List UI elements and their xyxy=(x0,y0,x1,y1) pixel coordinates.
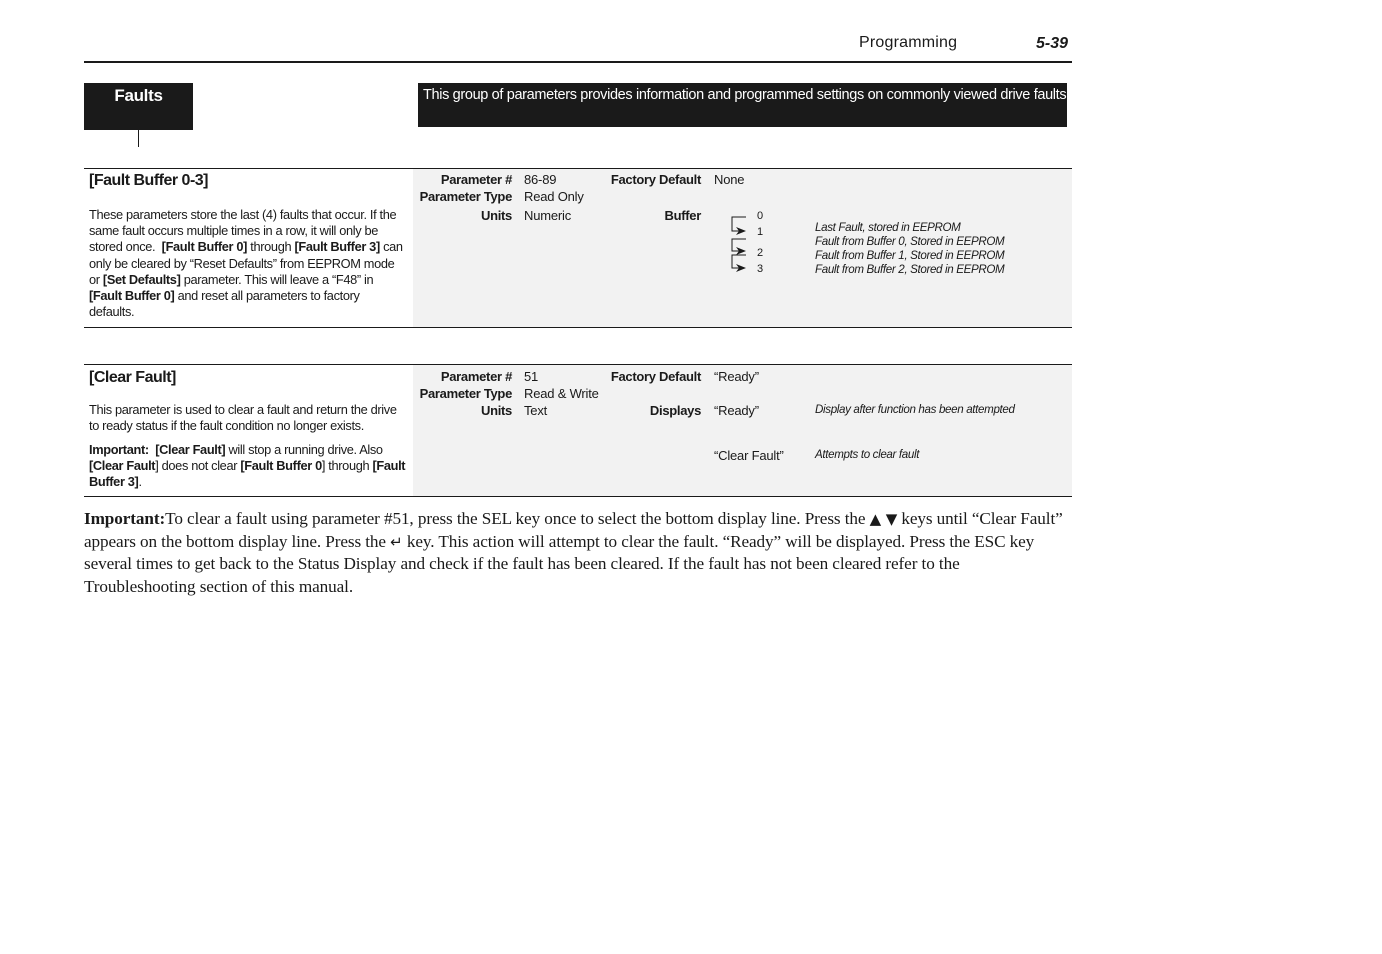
buffer-note: Last Fault, stored in EEPROM xyxy=(815,221,961,234)
page-section-title: Programming xyxy=(859,34,958,51)
desc-text: through xyxy=(250,239,292,255)
desc-ref: [Fault Buffer 3] xyxy=(89,458,406,490)
group-description: This group of parameters provides information and programmed settings on commonly viewed drive faults. xyxy=(418,83,1067,127)
buffer-shift-diagram xyxy=(728,210,758,276)
desc-text: does not clear xyxy=(161,458,238,474)
clear-fault-description: This parameter is used to clear a fault and return the drive to ready status if the fault condition no longer exists. xyxy=(89,402,397,434)
note-text: keys until “Clear Fault” appears on the bottom display line. Press the xyxy=(84,509,1063,551)
clear-fault-param-type-label: Parameter Type xyxy=(419,386,512,401)
desc-ref: [Fault Buffer 0] xyxy=(161,239,248,255)
clear-fault-param-num: 51 xyxy=(524,369,539,384)
clear-fault-shaded-panel xyxy=(413,365,1072,496)
fault-buffer-factory-default-label: Factory Default xyxy=(610,172,701,187)
display-value: “Ready” xyxy=(714,403,759,418)
clear-fault-units-label: Units xyxy=(480,403,512,418)
important-note-label: Important: xyxy=(84,509,166,528)
clear-fault-factory-default: “Ready” xyxy=(714,369,759,384)
fault-buffer-description xyxy=(89,207,407,320)
buffer-number: 2 xyxy=(757,247,764,259)
buffer-number: 0 xyxy=(757,210,764,222)
important-note xyxy=(84,508,1064,598)
clear-fault-important xyxy=(89,442,407,491)
desc-text: ] xyxy=(155,458,159,474)
desc-ref: [Fault Buffer 0 xyxy=(240,458,322,474)
desc-text: ] xyxy=(321,458,326,474)
buffer-note: Fault from Buffer 2, Stored in EEPROM xyxy=(815,263,1005,276)
fault-buffer-param-type: Read Only xyxy=(524,189,584,204)
fault-buffer-bottom-rule xyxy=(84,327,1072,328)
group-tab-tick xyxy=(138,130,139,147)
fault-buffer-title: [Fault Buffer 0-3] xyxy=(89,172,208,189)
up-down-arrows-icon: ▲ ▼ xyxy=(869,510,898,528)
clear-fault-param-num-label: Parameter # xyxy=(440,369,512,384)
buffer-note: Fault from Buffer 1, Stored in EEPROM xyxy=(815,249,1005,262)
display-note: Attempts to clear fault xyxy=(815,448,920,461)
fault-buffer-param-num: 86-89 xyxy=(524,172,557,187)
desc-text: and reset all parameters to factory defaults. xyxy=(89,288,360,320)
clear-fault-factory-default-label: Factory Default xyxy=(610,369,701,384)
desc-text: These parameters store the last (4) faults that occur. If the same fault occurs multiple times in a row, it will only be stored once. xyxy=(89,207,397,255)
clear-fault-param-type: Read & Write xyxy=(524,386,599,401)
enter-key-icon: ↵ xyxy=(390,532,403,551)
buffer-number: 3 xyxy=(757,263,764,275)
fault-buffer-factory-default: None xyxy=(714,172,745,187)
group-tab-label: Faults xyxy=(114,86,163,105)
fault-buffer-buffer-label: Buffer xyxy=(664,208,701,223)
fault-buffer-units-label: Units xyxy=(480,208,512,223)
desc-ref: [Clear Fault xyxy=(89,458,156,474)
desc-text: will stop a running drive. Also xyxy=(228,442,383,457)
desc-ref: [Clear Fault] xyxy=(155,442,226,457)
page-number: 5-39 xyxy=(1036,35,1069,52)
desc-text: through xyxy=(328,458,370,474)
desc-text: . xyxy=(138,474,142,490)
display-note: Display after function has been attempted xyxy=(815,403,1015,416)
group-tab xyxy=(84,83,193,130)
note-text: To clear a fault using parameter #51, press the SEL key once to select the bottom display line. Press the xyxy=(165,509,866,528)
fault-buffer-param-type-label: Parameter Type xyxy=(419,189,512,204)
display-value: “Clear Fault” xyxy=(714,448,784,463)
desc-ref: [Set Defaults] xyxy=(102,271,181,287)
desc-text: can only be cleared by “Reset Defaults” from EEPROM mode or xyxy=(89,239,403,287)
fault-buffer-units: Numeric xyxy=(524,208,571,223)
buffer-note: Fault from Buffer 0, Stored in EEPROM xyxy=(815,235,1005,248)
header-rule xyxy=(84,61,1072,63)
clear-fault-units: Text xyxy=(524,403,548,418)
desc-ref: [Fault Buffer 0] xyxy=(89,288,175,304)
important-label: Important: xyxy=(89,442,149,457)
fault-buffer-param-num-label: Parameter # xyxy=(440,172,512,187)
desc-ref: [Fault Buffer 3] xyxy=(294,239,380,255)
note-text: key. This action will attempt to clear the fault. “Ready” will be displayed. Press the ESC key several times to get back to the Status Display and check if the fault has been cleared. If the fault has not been cleared refer to the Troubleshooting section of this manual. xyxy=(84,531,1035,596)
buffer-number: 1 xyxy=(757,226,764,238)
clear-fault-bottom-rule xyxy=(84,496,1072,497)
clear-fault-displays-label: Displays xyxy=(649,403,701,418)
clear-fault-title: [Clear Fault] xyxy=(89,369,176,386)
desc-text: parameter. This will leave a “F48” in xyxy=(183,271,374,287)
